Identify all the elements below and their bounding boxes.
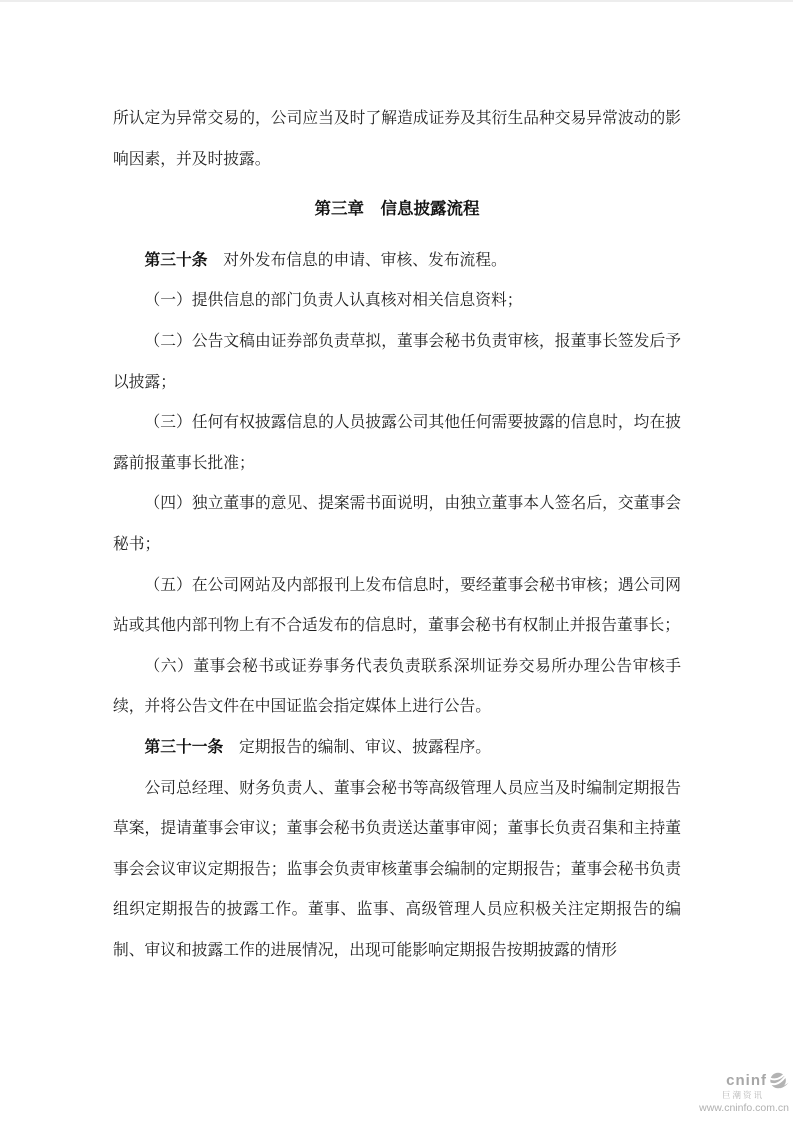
body-paragraph: 公司总经理、财务负责人、董事会秘书等高级管理人员应当及时编制定期报告草案，提请董事会审议；董事会秘书负责送达董事审阅；董事长负责召集和主持董事会会议审议定期报告；监事会负责审核董事会编制的定期报告；董事会秘书负责组织定期报告的披露工作。董事、监事、高级管理人员应积极关注定期报告的编制、审议和披露工作的进展情况，出现可能影响定期报告按期披露的情形 [113,777,681,959]
article-paragraph: 第三十一条 定期报告的编制、审议、披露程序。 [144,736,491,756]
cninfo-brand-text: cninf [726,1071,767,1089]
article-paragraph: 第三十条 对外发布信息的申请、审核、发布流程。 [144,249,507,269]
body-paragraph: （六）董事会秘书或证券事务代表负责联系深圳证券交易所办理公告审核手续，并将公告文件在中国证监会指定媒体上进行公告。 [113,655,681,716]
chapter-heading: 第三章 信息披露流程 [314,199,480,219]
body-paragraph: （一）提供信息的部门负责人认真核对相关信息资料； [144,290,523,310]
body-paragraph: （二）公告文稿由证券部负责草拟，董事会秘书负责审核，报董事长签发后予以披露； [113,330,681,391]
body-paragraph: （三）任何有权披露信息的人员披露公司其他任何需要披露的信息时，均在披露前报董事长批准； [113,412,681,472]
body-paragraph: 所认定为异常交易的，公司应当及时了解造成证券及其衍生品种交易异常波动的影响因素，并及时披露。 [113,108,681,168]
article-number: 第三十条 [144,249,208,269]
cninfo-logo-icon [768,1071,789,1090]
body-paragraph: （五）在公司网站及内部报刊上发布信息时，要经董事会秘书审核；遇公司网站或其他内部刊物上有不合适发布的信息时，董事会秘书有权制止并报告董事长； [113,574,681,635]
body-paragraph: （四）独立董事的意见、提案需书面说明，由独立董事本人签名后，交董事会秘书； [113,493,681,553]
cninfo-website-url: www.cninfo.com.cn [699,1102,789,1114]
cninfo-brand-chinese: 巨潮资讯 [721,1090,764,1100]
document-body [113,98,681,970]
cninfo-brand-row [699,1071,789,1090]
cninfo-watermark [699,1071,789,1115]
article-number: 第三十一条 [144,736,224,756]
page-top-edge [0,0,793,2]
